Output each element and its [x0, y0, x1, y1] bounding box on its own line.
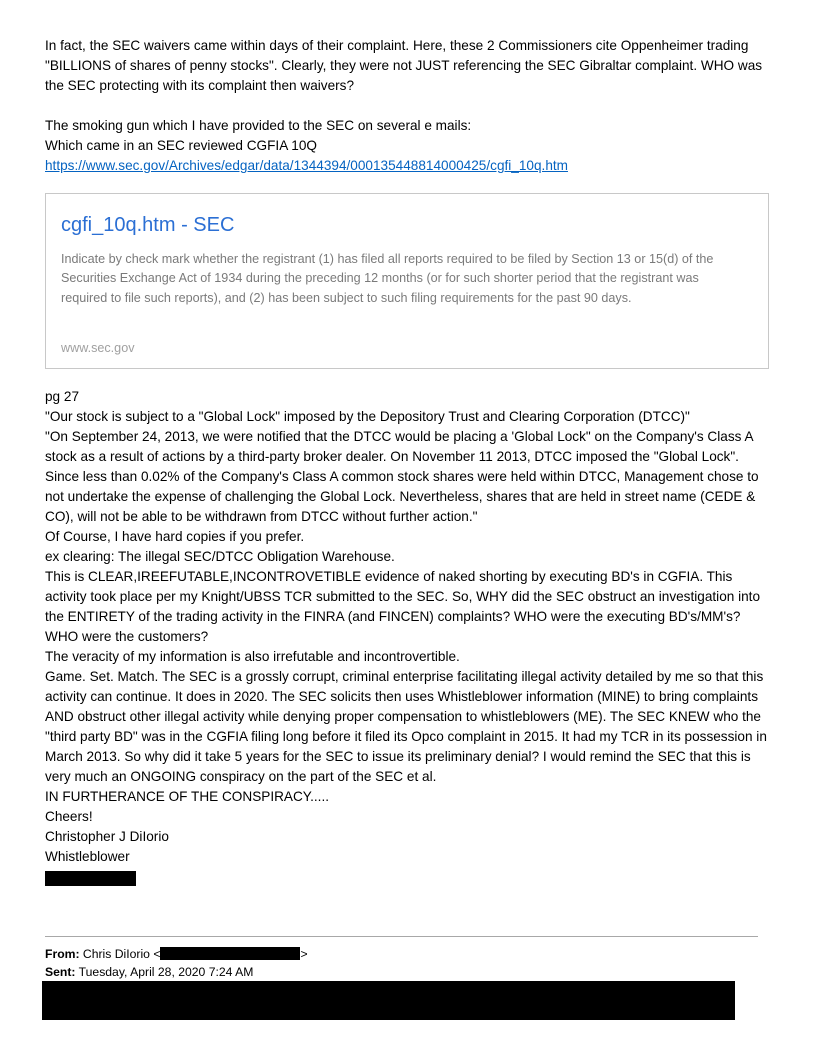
- link-preview-card[interactable]: [45, 193, 769, 369]
- email-divider: [45, 936, 758, 937]
- from-row: [45, 945, 308, 963]
- body-line: IN FURTHERANCE OF THE CONSPIRACY.....: [45, 789, 330, 804]
- link-preview-title[interactable]: cgfi_10q.htm - SEC: [61, 214, 235, 236]
- body-line: This is CLEAR,IREEFUTABLE,INCONTROVETIBLE evidence of naked shorting by executing BD's in CGFIA. This activity took place per my Knight/UBSS TCR submitted to the SEC. So, WHY did the SEC obstruct an investigation into the ENTIRETY of the trading activity in the FINRA (and FINCEN) complaints? WHO were the executing BD's/MM's? WHO were the customers?: [45, 569, 761, 644]
- body-line: Game. Set. Match. The SEC is a grossly corrupt, criminal enterprise facilitating illegal activity detailed by me so that this activity can continue. It does in 2020. The SEC solicits then uses Whistleblower information (MINE) to bring complaints AND obstruct other illegal activity while denying proper compensation to whistleblowers (ME). The SEC KNEW who the "third party BD" was in the CGFIA filing long before it filed its Opco complaint in 2015. It had my TCR in its possession in March 2013. So why did it take 5 years for the SEC to issue its preliminary denial? I would remind the SEC that this is very much an ONGOING conspiracy on the part of the SEC et al.: [45, 669, 767, 784]
- blank-line: [45, 96, 775, 116]
- signature-title: Whistleblower: [45, 849, 130, 864]
- body-line: The veracity of my information is also irrefutable and incontrovertible.: [45, 649, 460, 664]
- signature-name: Christopher J DiIorio: [45, 829, 169, 844]
- sent-value: Tuesday, April 28, 2020 7:24 AM: [78, 965, 254, 979]
- sent-label: Sent:: [45, 965, 76, 979]
- intro-section: [45, 36, 775, 176]
- sec-filing-link[interactable]: https://www.sec.gov/Archives/edgar/data/1344394/000135448814000425/cgfi_10q.htm: [45, 158, 568, 173]
- body-line: Of Course, I have hard copies if you prefer.: [45, 529, 305, 544]
- intro-paragraph: In fact, the SEC waivers came within days of their complaint. Here, these 2 Commissioners cite Oppenheimer trading "BILLIONS of shares of penny stocks". Clearly, they were not JUST referencing the SEC Gibraltar complaint. WHO was the SEC protecting with its complaint then waivers?: [45, 38, 763, 93]
- smoking-gun-line: The smoking gun which I have provided to the SEC on several e mails:: [45, 118, 472, 133]
- from-label: From:: [45, 947, 80, 961]
- from-name: Chris DiIorio <: [82, 947, 161, 961]
- body-line: ex clearing: The illegal SEC/DTCC Obligation Warehouse.: [45, 549, 395, 564]
- which-came-line: Which came in an SEC reviewed CGFIA 10Q: [45, 138, 317, 153]
- body-line: "Our stock is subject to a "Global Lock" imposed by the Depository Trust and Clearing Corporation (DTCC)": [45, 409, 690, 424]
- body-line: pg 27: [45, 389, 80, 404]
- sent-row: [45, 963, 253, 981]
- redaction-bar-recipients: [42, 981, 735, 1020]
- link-preview-description: Indicate by check mark whether the registrant (1) has filed all reports required to be filed by Section 13 or 15(d) of the Securities Exchange Act of 1934 during the preceding 12 months (or for such shorter period that the registrant was required to file such reports), and (2) has been subject to such filing requirements for the past 90 days.: [61, 252, 714, 305]
- redaction-bar-email: [160, 947, 300, 960]
- link-preview-domain: www.sec.gov: [61, 341, 135, 355]
- body-section: [45, 387, 775, 867]
- from-close: >: [300, 947, 308, 961]
- body-line: "On September 24, 2013, we were notified that the DTCC would be placing a 'Global Lock" on the Company's Class A stock as a result of actions by a third-party broker dealer. On November 11 2013, DTCC imposed the "Global Lock". Since less than 0.02% of the Company's Class A common stock shares were held within DTCC, Management chose to not undertake the expense of challenging the Global Lock. Nevertheless, shares that are held in street name (CEDE & CO), will not be able to be withdrawn from DTCC without further action.": [45, 429, 759, 524]
- sign-off: Cheers!: [45, 809, 93, 824]
- redaction-bar-signature: [45, 871, 136, 886]
